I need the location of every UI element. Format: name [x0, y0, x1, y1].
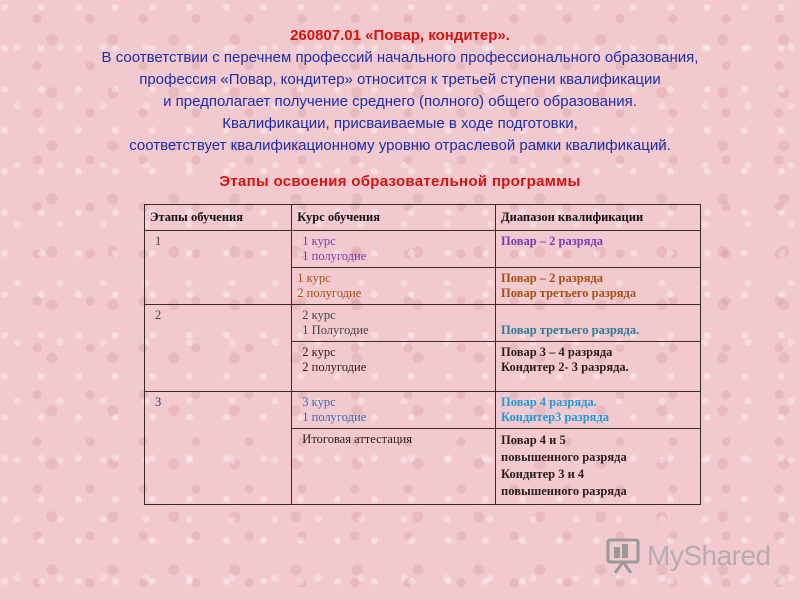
stage-cell: 2: [145, 305, 292, 392]
description-line-3: и предполагает получение среднего (полного) общего образования.: [163, 93, 637, 110]
stage-cell: 3: [145, 392, 292, 505]
course-year: 1 курс: [297, 271, 331, 285]
course-year: 2 курс: [302, 345, 336, 359]
course-semester: 2 полугодие: [302, 360, 367, 374]
table-row: [145, 392, 701, 429]
presentation-board-icon: [605, 538, 643, 574]
qualification-line: Повар 4 и 5: [501, 433, 566, 447]
header-qualification: Диапазон квалификации: [496, 205, 701, 231]
description-line-1: В соответствии с перечнем профессий начального профессионального образования,: [101, 49, 699, 66]
qualification-cell: [496, 231, 701, 268]
qualification-line: Повар 3 – 4 разряда: [501, 345, 613, 359]
logo-text: MyShared: [647, 540, 771, 571]
course-semester: 2 полугодие: [297, 286, 362, 300]
qualification-line: Повар третьего разряда: [501, 286, 637, 300]
header-course: Курс обучения: [292, 205, 496, 231]
table-row: [145, 305, 701, 342]
course-year: 3 курс: [302, 395, 336, 409]
qualification-cell: [496, 305, 701, 342]
qualification-line: повышенного разряда: [501, 484, 627, 498]
qualification-line: Повар – 2 разряда: [501, 234, 604, 248]
page-title: 260807.01 «Повар, кондитер».: [290, 27, 510, 44]
course-semester: 1 полугодие: [302, 249, 367, 263]
qualification-line: повышенного разряда: [501, 450, 627, 464]
watermark-logo: [605, 538, 771, 574]
table-header-row: [145, 205, 701, 231]
header-block: [0, 25, 800, 193]
course-cell: [292, 429, 496, 505]
qualification-line: Повар третьего разряда.: [501, 323, 640, 337]
qualification-line: Кондитер 3 и 4: [501, 467, 585, 481]
course-year: 1 курс: [302, 234, 336, 248]
qualification-line: Кондитер 2- 3 разряда.: [501, 360, 629, 374]
section-subtitle: Этапы освоения образовательной программы: [219, 173, 581, 190]
qualification-cell: [496, 268, 701, 305]
qualification-cell: [496, 342, 701, 392]
course-cell: [292, 342, 496, 392]
qualification-cell: [496, 429, 701, 505]
course-cell: [292, 305, 496, 342]
course-semester: 1 Полугодие: [302, 323, 369, 337]
course-semester: 1 полугодие: [302, 410, 367, 424]
description-line-2: профессия «Повар, кондитер» относится к третьей ступени квалификации: [139, 71, 661, 88]
stage-cell: 1: [145, 231, 292, 305]
description-line-5: соответствует квалификационному уровню отраслевой рамки квалификаций.: [129, 137, 671, 154]
qualification-cell: [496, 392, 701, 429]
table-row: [145, 231, 701, 268]
qualification-line: Повар 4 разряда.: [501, 395, 597, 409]
description-line-4: Квалификации, присваиваемые в ходе подготовки,: [222, 115, 578, 132]
qualification-line: Кондитер3 разряда: [501, 410, 609, 424]
stages-table: [144, 204, 701, 505]
course-cell: [292, 268, 496, 305]
course-year: Итоговая аттестация: [302, 432, 412, 446]
course-year: 2 курс: [302, 308, 336, 322]
header-stage: Этапы обучения: [145, 205, 292, 231]
course-cell: [292, 231, 496, 268]
course-cell: [292, 392, 496, 429]
qualification-line: Повар – 2 разряда: [501, 271, 604, 285]
